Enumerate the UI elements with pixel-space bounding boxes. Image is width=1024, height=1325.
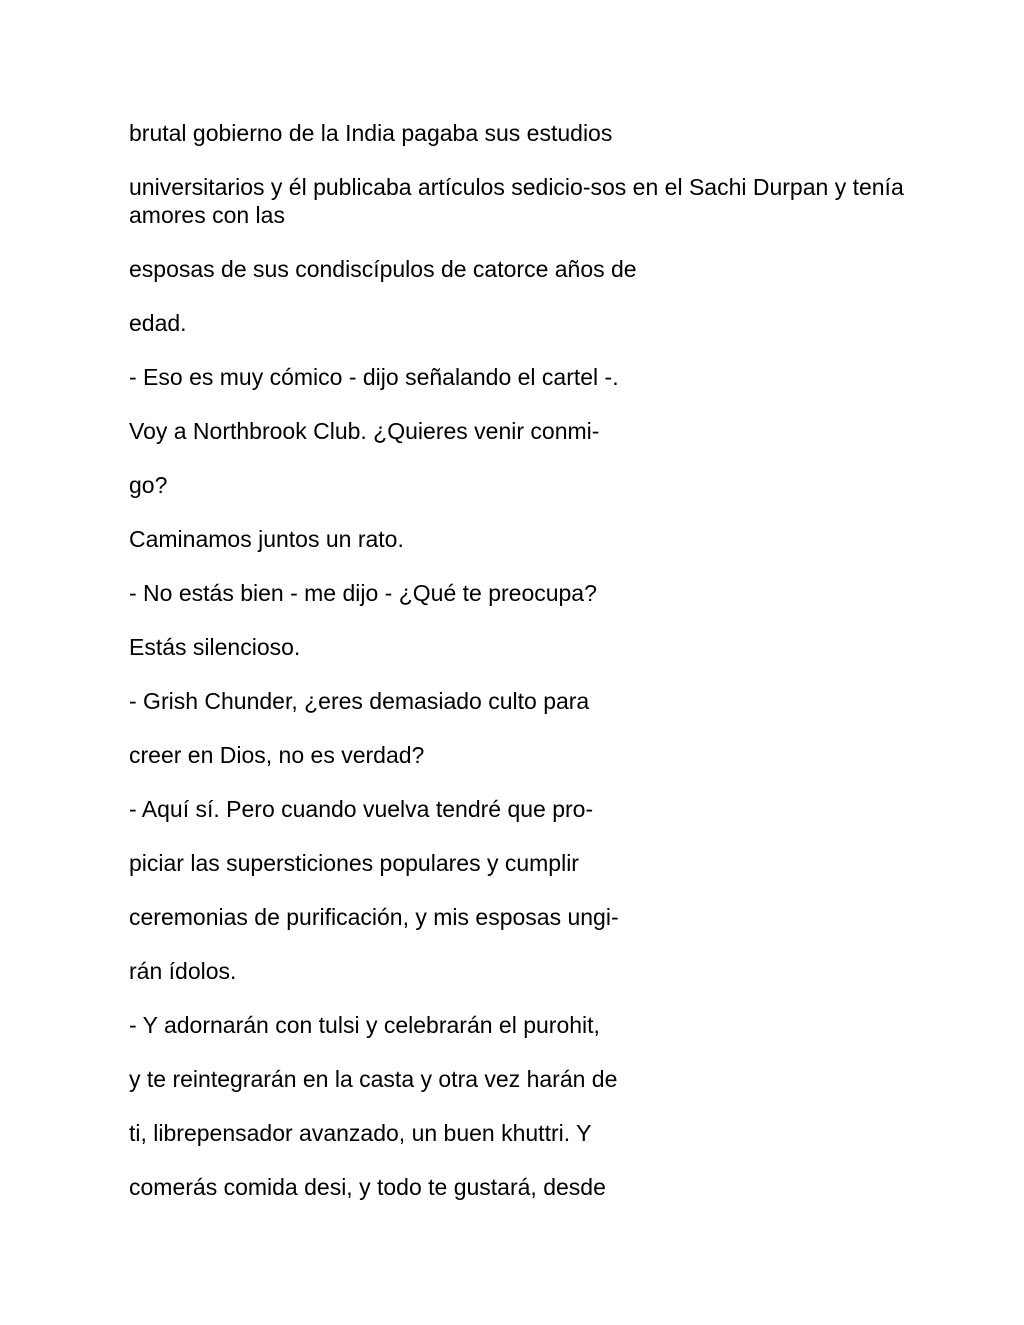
paragraph: esposas de sus condiscípulos de catorce años de — [129, 256, 637, 282]
paragraph: y te reintegrarán en la casta y otra vez harán de — [129, 1066, 618, 1092]
paragraph: ti, librepensador avanzado, un buen khuttri. Y — [129, 1120, 592, 1146]
paragraph: piciar las supersticiones populares y cumplir — [129, 850, 579, 876]
paragraph: rán ídolos. — [129, 958, 237, 984]
body-text — [129, 119, 909, 1227]
paragraph: Caminamos juntos un rato. — [129, 526, 404, 552]
paragraph: - Grish Chunder, ¿eres demasiado culto para — [129, 688, 590, 714]
paragraph: - Y adornarán con tulsi y celebrarán el purohit, — [129, 1012, 600, 1038]
paragraph: - Eso es muy cómico - dijo señalando el cartel -. — [129, 364, 619, 390]
paragraph: - No estás bien - me dijo - ¿Qué te preocupa? — [129, 580, 597, 606]
paragraph: ceremonias de purificación, y mis esposas ungi- — [129, 904, 619, 930]
paragraph: edad. — [129, 310, 187, 336]
paragraph: - Aquí sí. Pero cuando vuelva tendré que pro- — [129, 796, 594, 822]
paragraph: Estás silencioso. — [129, 634, 301, 660]
paragraph: Voy a Northbrook Club. ¿Quieres venir conmi- — [129, 418, 600, 444]
paragraph: go? — [129, 472, 168, 498]
paragraph: universitarios y él publicaba artículos sedicio-sos en el Sachi Durpan y tenía amores con las — [129, 174, 911, 228]
paragraph: creer en Dios, no es verdad? — [129, 742, 425, 768]
paragraph: brutal gobierno de la India pagaba sus estudios — [129, 120, 613, 146]
paragraph: comerás comida desi, y todo te gustará, desde — [129, 1174, 606, 1200]
